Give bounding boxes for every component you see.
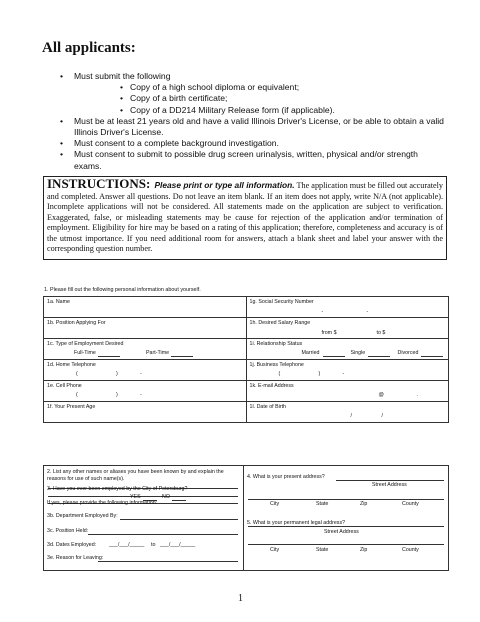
dates-end-field[interactable]: ___/___/_____ bbox=[160, 542, 196, 548]
zip-caption: Zip bbox=[360, 501, 368, 507]
instructions-box bbox=[43, 176, 447, 260]
instructions-emphasis: Please print or type all information. bbox=[154, 180, 295, 190]
requirements-list bbox=[60, 71, 445, 172]
reason-leaving-field[interactable] bbox=[98, 561, 238, 562]
no-label: NO bbox=[162, 494, 170, 500]
instructions-title: INSTRUCTIONS: bbox=[47, 176, 151, 191]
relationship-status-field[interactable]: 1i. Relationship Status Married Single Divorced bbox=[247, 339, 449, 359]
state-caption: State bbox=[316, 547, 329, 553]
personal-info-form bbox=[43, 296, 449, 423]
requirement-item: • Must consent to submit to possible drug screen urinalysis, written, physical and/or strength exams. bbox=[60, 149, 445, 171]
department-label: 3b. Department Employed By: bbox=[47, 513, 118, 519]
section1-intro: 1. Please fill out the following personal information about yourself. bbox=[44, 287, 201, 293]
dates-start-field[interactable]: ___/___/_____ bbox=[109, 542, 145, 548]
if-yes-text: If yes, please provide the following information: bbox=[47, 500, 158, 506]
city-caption: City bbox=[270, 547, 280, 553]
age-field[interactable]: 1f. Your Present Age bbox=[44, 402, 247, 422]
document-item: • Copy of a DD214 Military Release form (if applicable). bbox=[120, 105, 445, 116]
county-caption: County bbox=[402, 547, 419, 553]
permanent-city-line[interactable] bbox=[248, 544, 444, 545]
business-phone-field[interactable]: 1j. Business Telephone ( ) - bbox=[249, 362, 345, 377]
city-caption: City bbox=[270, 501, 280, 507]
cell-phone-field[interactable]: 1e. Cell Phone ( ) - bbox=[44, 381, 247, 401]
history-address-form: 2. List any other names or aliases you have been known by and explain the reasons for use of such name(s). 3. Have you ever been employed by the City of Petersburg? YES NO If yes, please provide the following information: 3b. Department Employed By: 3c. Position Held: 3d. Dates Employed: ___/___/_____ to ___/___/_____ 3e. Reason for Leaving: 4. What is your present address? Street Address City State Zip County 5. What is your permanent legal address? Street Address City State Zip County bbox=[43, 465, 449, 571]
required-documents-list bbox=[74, 82, 445, 116]
state-caption: State bbox=[316, 501, 329, 507]
dates-employed-label: 3d. Dates Employed: bbox=[47, 542, 97, 548]
requirement-item: • Must be at least 21 years old and have a valid Illinois Driver's License, or be able to obtain a valid Illinois Driver's License. bbox=[60, 116, 445, 138]
zip-caption: Zip bbox=[360, 547, 368, 553]
position-held-label: 3c. Position Held: bbox=[47, 528, 89, 534]
present-address-question: 4. What is your present address? bbox=[247, 474, 325, 480]
page-heading: All applicants: bbox=[42, 40, 136, 56]
street-caption: Street Address bbox=[372, 482, 407, 488]
email-field[interactable]: 1k. E-mail Address @ . bbox=[249, 383, 418, 398]
home-phone-field[interactable]: 1d. Home Telephone ( ) - bbox=[44, 360, 247, 380]
position-field[interactable]: 1b. Position Applying For bbox=[44, 318, 247, 338]
document-item: • Copy of a high school diploma or equivalent; bbox=[120, 82, 445, 93]
requirement-item: • Must submit the following • Copy of a high school diploma or equivalent; • Copy of a birth certificate; • Copy of a DD214 Military Release form (if applicable). bbox=[60, 71, 445, 116]
reason-leaving-label: 3e. Reason for Leaving: bbox=[47, 555, 104, 561]
requirement-item: • Must consent to a complete background investigation. bbox=[60, 138, 445, 149]
employment-type-field[interactable]: 1c. Type of Employment Desired Full-Time Part-Time bbox=[44, 339, 247, 359]
salary-range-field[interactable]: 1h. Desired Salary Range from $ to $ bbox=[249, 320, 386, 336]
county-caption: County bbox=[402, 501, 419, 507]
street-caption: Street Address bbox=[324, 529, 359, 535]
name-field[interactable]: 1a. Name bbox=[44, 297, 247, 317]
permanent-address-question: 5. What is your permanent legal address? bbox=[247, 520, 346, 526]
aliases-question: 2. List any other names or aliases you have been known by and explain the reasons for use of such name(s). bbox=[47, 469, 224, 482]
yes-label: YES bbox=[130, 494, 141, 500]
aliases-line[interactable] bbox=[48, 496, 238, 497]
present-street-field[interactable] bbox=[336, 480, 444, 481]
q3-question: 3. Have you ever been employed by the City of Petersburg? bbox=[47, 486, 188, 492]
instructions-body: The application must be filled out accurately and completed. Answer all questions. Do not leave an item blank. If an item does not apply, write N/A (not applicable). Incomplete applications will not be considered. All statements made on the application are subject to verification. Exaggerated, false, or misleading statements may be cause for rejection of the application and/or termination of employment. Eligibility for hire may be based on a rating of this application; therefore, completeness and accuracy is of the utmost importance. If you need additional room for answers, attach a blank sheet and label your answer with the corresponding question number. bbox=[47, 181, 444, 253]
dob-field[interactable]: 1l. Date of Birth / / bbox=[249, 404, 383, 419]
page-number: 1 bbox=[238, 593, 243, 604]
present-city-line[interactable] bbox=[248, 499, 444, 500]
permanent-street-field[interactable] bbox=[248, 526, 444, 527]
position-held-field[interactable] bbox=[88, 534, 238, 535]
department-field[interactable] bbox=[120, 519, 238, 520]
ssn-field[interactable]: 1g. Social Security Number - - bbox=[249, 299, 369, 315]
no-blank[interactable] bbox=[172, 500, 186, 501]
document-item: • Copy of a birth certificate; bbox=[120, 93, 445, 104]
